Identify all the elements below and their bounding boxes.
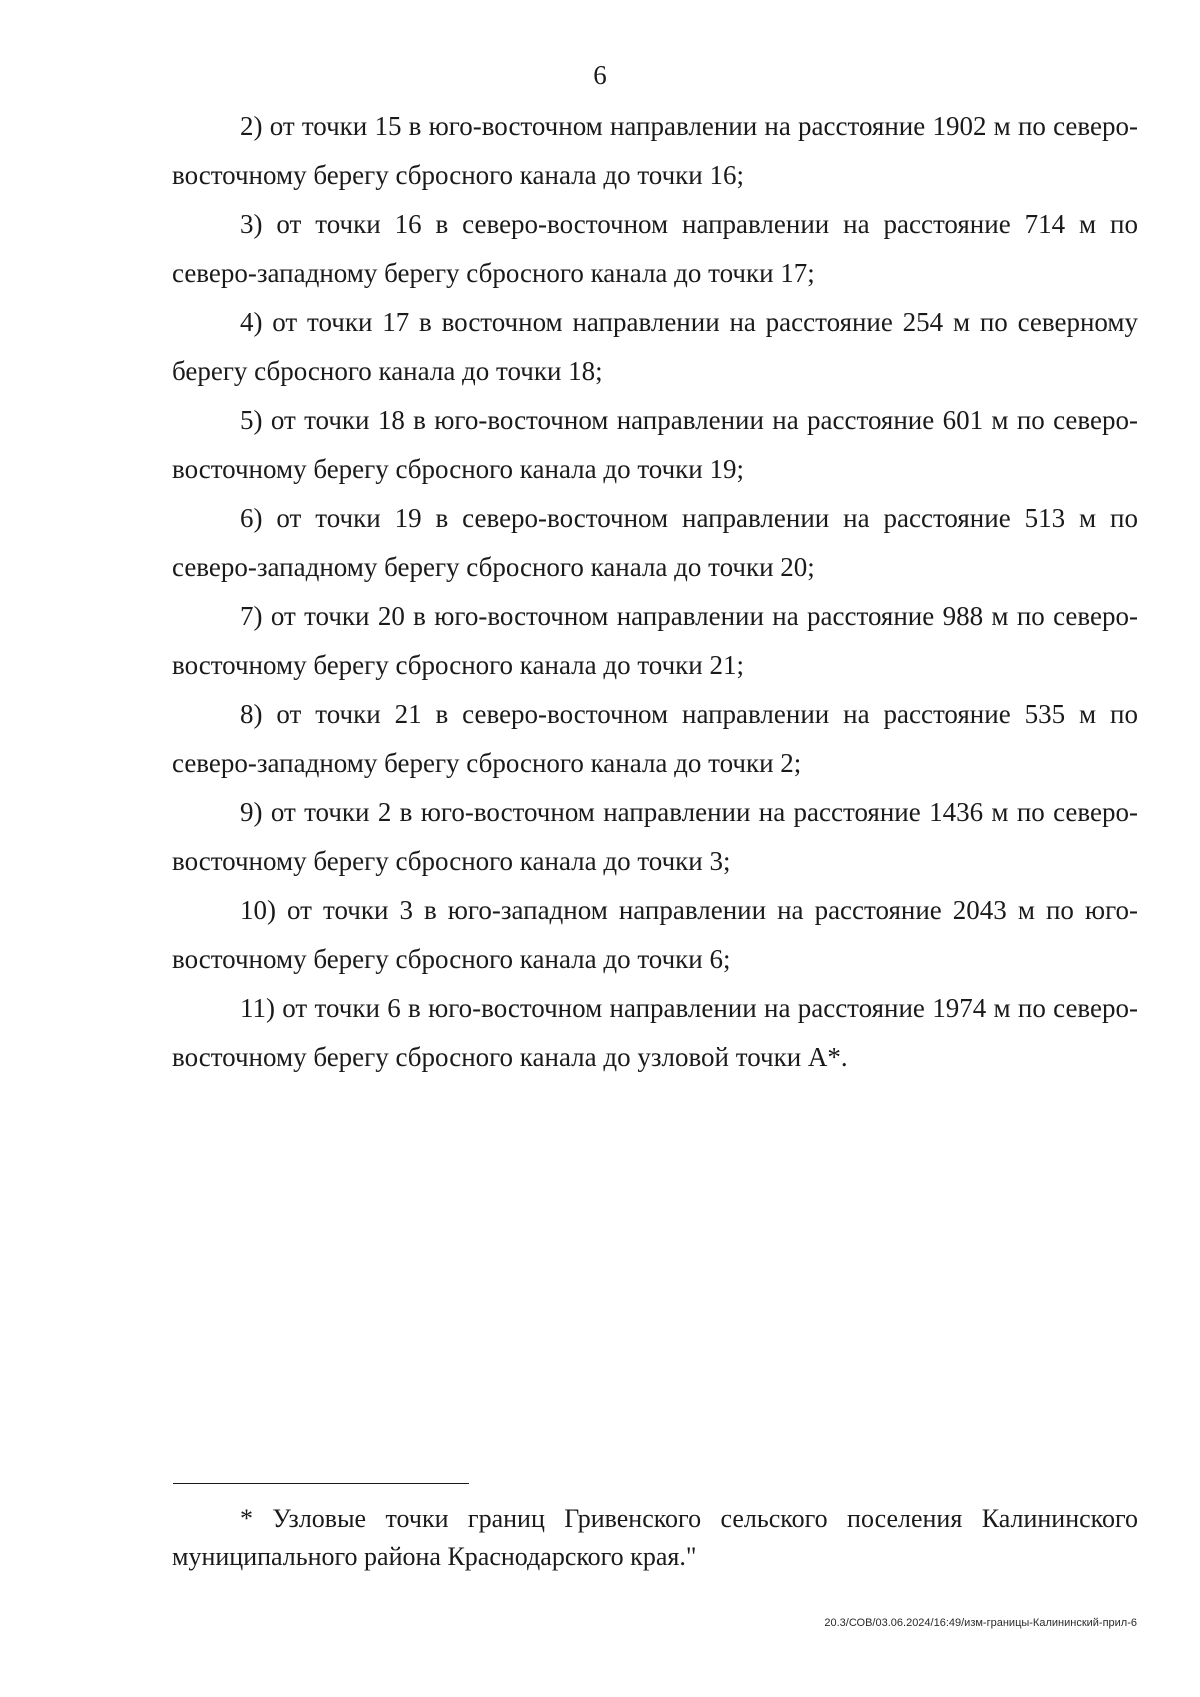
- paragraph-item-4: 4) от точки 17 в восточном направлении на расстояние 254 м по северному берегу сбросного канала до точки 18;: [172, 307, 1138, 386]
- paragraph-item-10: 10) от точки 3 в юго-западном направлении на расстояние 2043 м по юго-восточному берегу сбросного канала до точки 6;: [172, 895, 1138, 974]
- paragraph-item-3: 3) от точки 16 в северо-восточном направлении на расстояние 714 м по северо-западному берегу сбросного канала до точки 17;: [172, 209, 1138, 288]
- paragraph-item-11: 11) от точки 6 в юго-восточном направлении на расстояние 1974 м по северо-восточному берегу сбросного канала до узловой точки А*.: [172, 993, 1138, 1072]
- paragraph-item-8: 8) от точки 21 в северо-восточном направлении на расстояние 535 м по северо-западному берегу сбросного канала до точки 2;: [172, 699, 1138, 778]
- footnote-text: * Узловые точки границ Гривенского сельского поселения Калининского муниципального района Краснодарского края.": [172, 1504, 1138, 1571]
- paragraph-item-6: 6) от точки 19 в северо-восточном направлении на расстояние 513 м по северо-западному берегу сбросного канала до точки 20;: [172, 503, 1138, 582]
- paragraph-item-2: 2) от точки 15 в юго-восточном направлении на расстояние 1902 м по северо-восточному берегу сбросного канала до точки 16;: [172, 111, 1138, 190]
- footnote-divider: [173, 1483, 469, 1484]
- document-body: [172, 102, 1138, 1082]
- document-registration-code: 20.3/СОВ/03.06.2024/16:49/изм-границы-Калининский-прил-6: [824, 1617, 1137, 1629]
- paragraph-item-5: 5) от точки 18 в юго-восточном направлении на расстояние 601 м по северо-восточному берегу сбросного канала до точки 19;: [172, 405, 1138, 484]
- paragraph-item-7: 7) от точки 20 в юго-восточном направлении на расстояние 988 м по северо-восточному берегу сбросного канала до точки 21;: [172, 601, 1138, 680]
- paragraph-item-9: 9) от точки 2 в юго-восточном направлении на расстояние 1436 м по северо-восточному берегу сбросного канала до точки 3;: [172, 797, 1138, 876]
- page-number: 6: [593, 60, 607, 90]
